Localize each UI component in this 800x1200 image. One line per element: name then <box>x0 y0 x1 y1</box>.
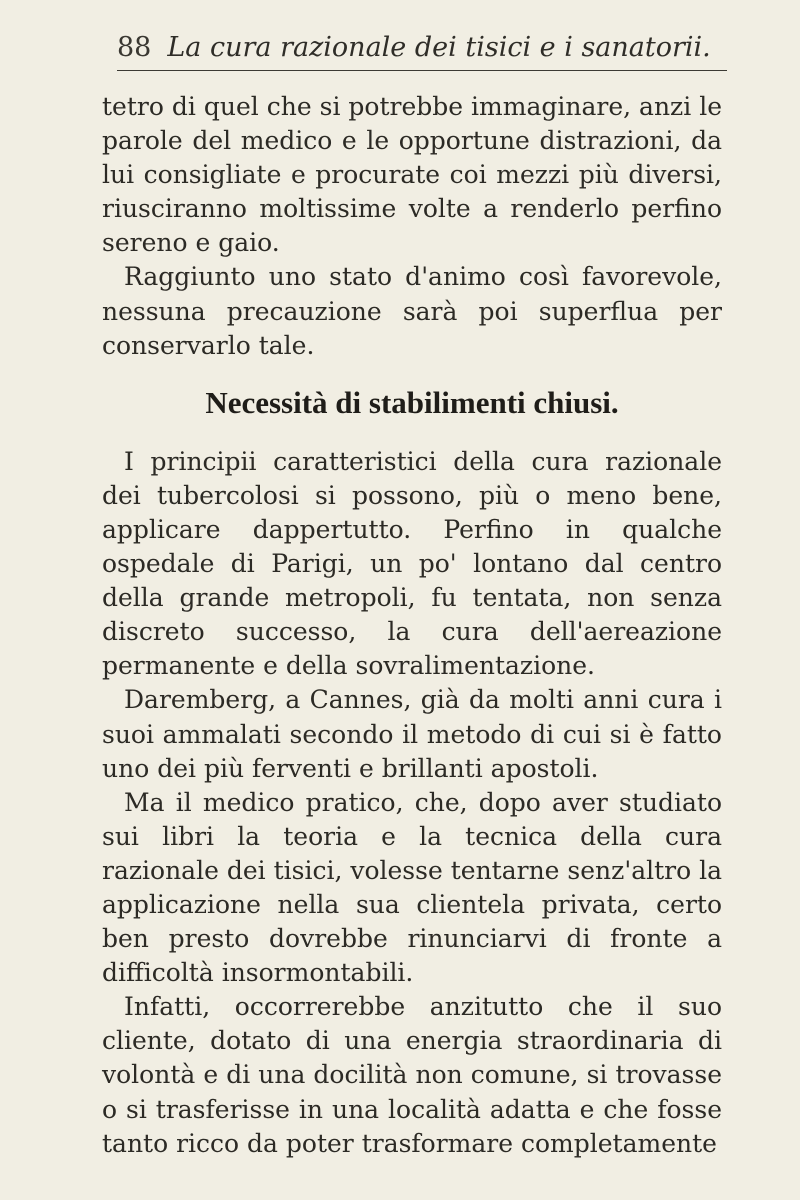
paragraph: Infatti, occorrerebbe anzitutto che il suo cliente, dotato di una energia straordinaria di volontà e di una docilità non comune, si trovasse o si trasferisse in una località adatta e che fosse tanto ricco da poter trasformare completamente <box>102 992 722 1158</box>
page-number: 88 <box>117 32 152 63</box>
paragraph: I principii caratteristici della cura razionale dei tubercolosi si possono, più o meno bene, applicare dappertutto. Perfino in qualche ospedale di Parigi, un po' lontano dal centro della grande metropoli, fu tentata, non senza discreto successo, la cura dell'aereazione permanente e della sovralimentazione. <box>102 446 722 681</box>
running-head <box>117 26 727 71</box>
running-head-title: La cura razionale dei tisici e i sanatorii. <box>167 32 711 63</box>
body-text <box>102 90 722 1161</box>
paragraph-continued: tetro di quel che si potrebbe immaginare, anzi le parole del medico e le opportune distrazioni, da lui consigliate e procurate coi mezzi più diversi, riusciranno moltissime volte a renderlo perfino sereno e gaio. <box>102 92 722 258</box>
section-heading: Necessità di stabilimenti chiusi. <box>205 384 619 420</box>
paragraph: Ma il medico pratico, che, dopo aver studiato sui libri la teoria e la tecnica della cura razionale dei tisici, volesse tentarne senz'altro la applicazione nella sua clientela privata, certo ben presto dovrebbe rinunciarvi di fronte a difficoltà insormontabili. <box>102 787 722 988</box>
paragraph: Raggiunto uno stato d'animo così favorevole, nessuna precauzione sarà poi superflua per conservarlo tale. <box>102 262 722 360</box>
paragraph: Daremberg, a Cannes, già da molti anni cura i suoi ammalati secondo il metodo di cui si è fatto uno dei più ferventi e brillanti apostoli. <box>102 685 722 783</box>
